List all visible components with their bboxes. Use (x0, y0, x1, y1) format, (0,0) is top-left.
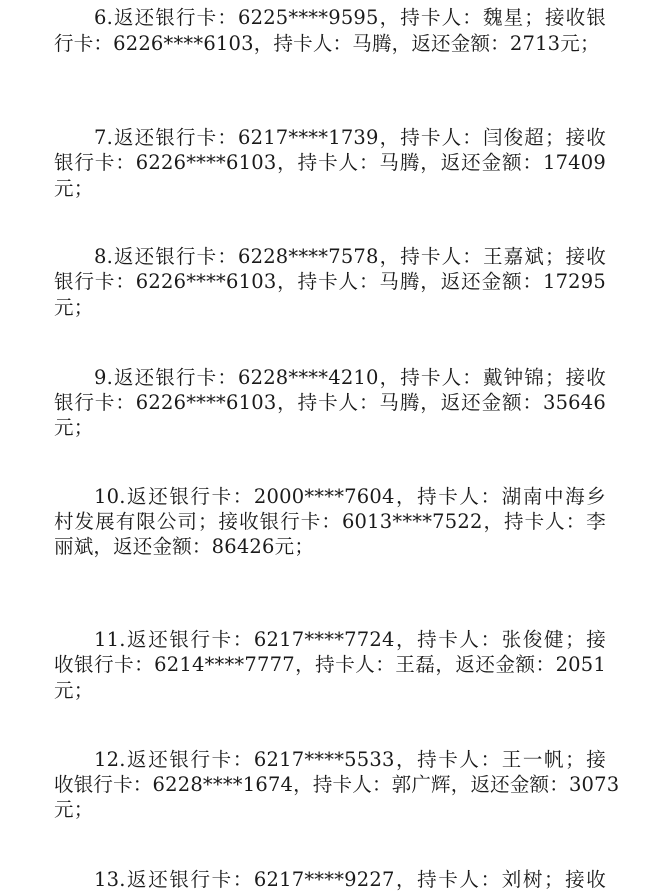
paragraph-11-line-1: 11.返还银行卡：6217****7724，持卡人：张俊健；接 (94, 628, 606, 651)
paragraph-8-line-2: 银行卡：6226****6103，持卡人：马腾，返还金额：17295 (54, 270, 606, 293)
paragraph-7-line-1: 7.返还银行卡：6217****1739，持卡人：闫俊超；接收 (94, 126, 606, 149)
paragraph-11-line-3: 元； (54, 679, 94, 702)
paragraph-9-line-2: 银行卡：6226****6103，持卡人：马腾，返还金额：35646 (54, 391, 606, 414)
paragraph-8-line-3: 元； (54, 296, 94, 319)
paragraph-6-line-2: 行卡：6226****6103，持卡人：马腾，返还金额：2713元； (54, 32, 600, 55)
paragraph-6-line-1: 6.返还银行卡：6225****9595，持卡人：魏星；接收银 (94, 6, 606, 29)
paragraph-10-line-3: 丽斌，返还金额：86426元； (54, 535, 315, 558)
paragraph-10-line-1: 10.返还银行卡：2000****7604，持卡人：湖南中海乡 (94, 485, 606, 508)
paragraph-9-line-1: 9.返还银行卡：6228****4210，持卡人：戴钟锦；接收 (94, 366, 606, 389)
paragraph-12-line-3: 元； (54, 798, 94, 821)
paragraph-13-line-1: 13.返还银行卡：6217****9227，持卡人：刘树；接收 (94, 868, 606, 891)
paragraph-12-line-2: 收银行卡：6228****1674，持卡人：郭广辉，返还金额：3073 (54, 773, 620, 796)
paragraph-11-line-2: 收银行卡：6214****7777，持卡人：王磊，返还金额：2051 (54, 653, 606, 676)
paragraph-7-line-3: 元； (54, 177, 94, 200)
paragraph-8-line-1: 8.返还银行卡：6228****7578，持卡人：王嘉斌；接收 (94, 245, 606, 268)
paragraph-12-line-1: 12.返还银行卡：6217****5533，持卡人：王一帆；接 (94, 748, 606, 771)
paragraph-9-line-3: 元； (54, 416, 94, 439)
paragraph-10-line-2: 村发展有限公司；接收银行卡：6013****7522，持卡人：李 (54, 510, 606, 533)
paragraph-7-line-2: 银行卡：6226****6103，持卡人：马腾，返还金额：17409 (54, 151, 606, 174)
